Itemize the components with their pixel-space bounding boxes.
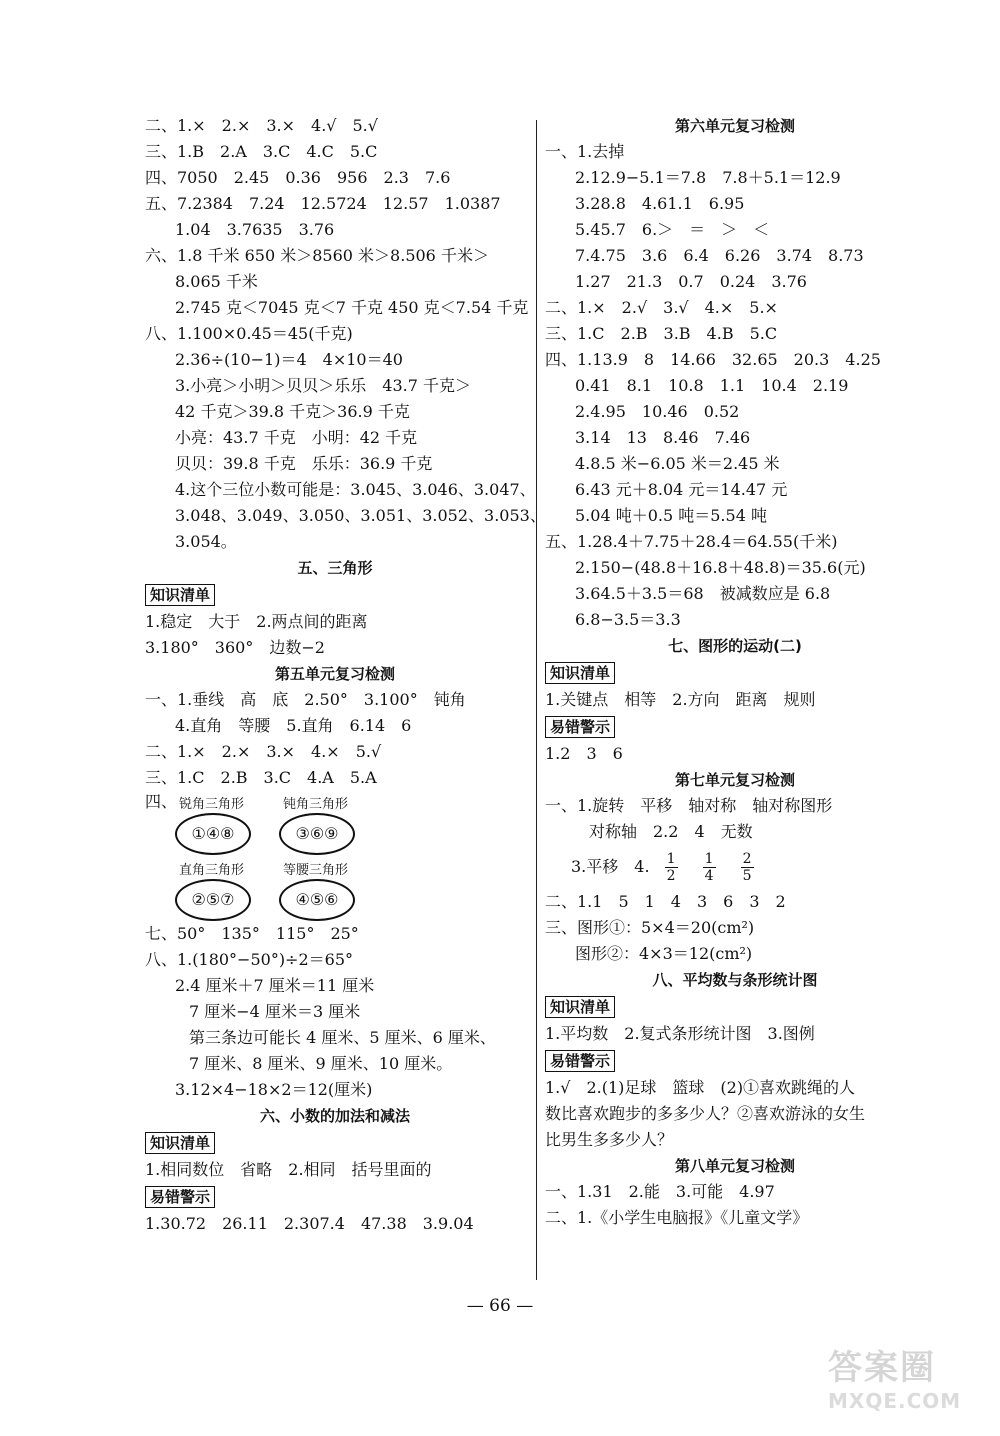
- right-column: [545, 113, 925, 1231]
- answer-line: 7 厘米−4 厘米＝3 厘米: [189, 1002, 361, 1021]
- answer-oval: ③⑥⑨: [279, 813, 355, 855]
- column-divider: [536, 120, 537, 1280]
- answer-line: 4.这个三位小数可能是：3.045、3.046、3.047、: [175, 480, 536, 499]
- answer-line: 比男生多多少人？: [545, 1130, 674, 1149]
- answer-line: 一、1.31 2.能 3.可能 4.97: [545, 1182, 775, 1201]
- answer-text: 3.平移 4.: [571, 857, 650, 876]
- answer-line: 3.64.5＋3.5＝68 被减数应是 6.8: [575, 584, 831, 603]
- answer-line: 3.12×4−18×2＝12(厘米): [175, 1080, 373, 1099]
- numerator: 1: [704, 851, 714, 867]
- knowledge-list-label: 知识清单: [545, 662, 615, 684]
- answer-line: 八、1.100×0.45＝45(千克): [145, 324, 353, 343]
- answer-line: 0.41 8.1 10.8 1.1 10.4 2.19: [575, 376, 849, 395]
- answer-line: 五、7.2384 7.24 12.5724 12.57 1.0387: [145, 194, 501, 213]
- oval-label: 等腰三角形: [283, 863, 349, 878]
- answer-line: 5.45.7 6.＞ ＝ ＞ ＜: [575, 220, 770, 239]
- question-number: 四、: [145, 792, 178, 811]
- denominator: 2: [666, 868, 676, 884]
- fraction-line: [545, 845, 925, 889]
- answer-line: 六、1.8 千米 650 米＞8560 米＞8.506 千米＞: [145, 246, 489, 265]
- answer-line: 2.745 克＜7045 克＜7 千克 450 克＜7.54 千克: [175, 298, 529, 317]
- knowledge-list-label: 知识清单: [145, 584, 215, 606]
- oval-label: 锐角三角形: [179, 797, 245, 812]
- answer-line: 五、1.28.4＋7.75＋28.4＝64.55(千米): [545, 532, 838, 551]
- knowledge-list-label: 知识清单: [145, 1132, 215, 1154]
- triangle-classification: [145, 791, 525, 921]
- answer-line: 三、1.B 2.A 3.C 4.C 5.C: [145, 142, 378, 161]
- section-title: 五、三角形: [297, 559, 373, 577]
- review-title: 第五单元复习检测: [274, 665, 395, 683]
- answer-oval: ②⑤⑦: [175, 879, 251, 921]
- answer-line: 三、1.C 2.B 3.C 4.A 5.A: [145, 768, 377, 787]
- answer-line: 二、1.1 5 1 4 3 6 3 2: [545, 892, 786, 911]
- answer-line: 一、1.垂线 高 底 2.50° 3.100° 钝角: [145, 690, 466, 709]
- answer-line: 数比喜欢跑步的多多少人？②喜欢游泳的女生: [545, 1104, 866, 1123]
- review-title: 第六单元复习检测: [674, 117, 795, 135]
- answer-line: 1.27 21.3 0.7 0.24 3.76: [575, 272, 807, 291]
- answer-line: 对称轴 2.2 4 无数: [589, 822, 753, 841]
- answer-line: 3.054。: [175, 532, 237, 551]
- answer-line: 七、50° 135° 115° 25°: [145, 924, 359, 943]
- answer-line: 2.12.9−5.1＝7.8 7.8＋5.1＝12.9: [575, 168, 841, 187]
- numerator: 2: [742, 851, 752, 867]
- answer-line: 42 千克＞39.8 千克＞36.9 千克: [175, 402, 410, 421]
- knowledge-list-label: 知识清单: [545, 996, 615, 1018]
- answer-line: 3.28.8 4.61.1 6.95: [575, 194, 745, 213]
- answer-line: 一、1.旋转 平移 轴对称 轴对称图形: [545, 796, 833, 815]
- section-title: 八、平均数与条形统计图: [652, 971, 818, 989]
- answer-line: 二、1.× 2.× 3.× 4.√ 5.√: [145, 116, 378, 135]
- watermark-logo: [828, 1340, 978, 1420]
- answer-line: 7.4.75 3.6 6.4 6.26 3.74 8.73: [575, 246, 864, 265]
- answer-line: 一、1.去掉: [545, 142, 625, 161]
- answer-line: 小亮：43.7 千克 小明：42 千克: [175, 428, 418, 447]
- answer-line: 三、图形①：5×4＝20(cm²): [545, 918, 755, 937]
- review-title: 第八单元复习检测: [674, 1157, 795, 1175]
- answer-line: 6.43 元＋8.04 元＝14.47 元: [575, 480, 788, 499]
- page-number: — 66 —: [466, 1296, 534, 1316]
- answer-line: 图形②：4×3＝12(cm²): [575, 944, 753, 963]
- answer-line: 四、1.13.9 8 14.66 32.65 20.3 4.25: [545, 350, 881, 369]
- numerator: 1: [666, 851, 676, 867]
- section-title: 七、图形的运动(二): [668, 637, 802, 655]
- fraction: [665, 851, 678, 884]
- answer-line: 2.36÷(10−1)＝4 4×10＝40: [175, 350, 403, 369]
- denominator: 5: [742, 868, 752, 884]
- answer-line: 2.150−(48.8＋16.8＋48.8)＝35.6(元): [575, 558, 866, 577]
- answer-line: 三、1.C 2.B 3.B 4.B 5.C: [545, 324, 778, 343]
- fraction: [741, 851, 754, 884]
- oval-label: 直角三角形: [179, 863, 245, 878]
- mistake-warning-label: 易错警示: [545, 716, 615, 738]
- answer-line: 4.直角 等腰 5.直角 6.14 6: [175, 716, 412, 735]
- answer-line: 3.14 13 8.46 7.46: [575, 428, 751, 447]
- section-title: 六、小数的加法和减法: [259, 1107, 410, 1125]
- answer-line: 四、7050 2.45 0.36 956 2.3 7.6: [145, 168, 451, 187]
- watermark-url: MXQE.COM: [828, 1389, 962, 1413]
- answer-line: 八、1.(180°−50°)÷2＝65°: [145, 950, 354, 969]
- answer-line: 1.√ 2.(1)足球 篮球 (2)①喜欢跳绳的人: [545, 1078, 856, 1097]
- answer-line: 二、1.《小学生电脑报》《儿童文学》: [545, 1208, 809, 1227]
- answer-line: 2.4 厘米＋7 厘米＝11 厘米: [175, 976, 375, 995]
- answer-line: 1.平均数 2.复式条形统计图 3.图例: [545, 1024, 815, 1043]
- answer-line: 第三条边可能长 4 厘米、5 厘米、6 厘米、: [189, 1028, 496, 1047]
- denominator: 4: [704, 868, 714, 884]
- answer-line: 二、1.× 2.× 3.× 4.× 5.√: [145, 742, 382, 761]
- answer-line: 4.8.5 米−6.05 米＝2.45 米: [575, 454, 780, 473]
- answer-line: 1.2 3 6: [545, 744, 623, 763]
- oval-label: 钝角三角形: [283, 797, 349, 812]
- watermark-text: 答案圈: [828, 1348, 936, 1388]
- answer-line: 1.关键点 相等 2.方向 距离 规则: [545, 690, 816, 709]
- answer-line: 5.04 吨＋0.5 吨＝5.54 吨: [575, 506, 767, 525]
- answer-line: 3.小亮＞小明＞贝贝＞乐乐 43.7 千克＞: [175, 376, 471, 395]
- answer-line: 8.065 千米: [175, 272, 258, 291]
- answer-line: 1.稳定 大于 2.两点间的距离: [145, 612, 368, 631]
- answer-line: 3.180° 360° 边数−2: [145, 638, 325, 657]
- left-column: [145, 113, 546, 1237]
- answer-line: 二、1.× 2.√ 3.√ 4.× 5.×: [545, 298, 778, 317]
- answer-line: 2.4.95 10.46 0.52: [575, 402, 740, 421]
- answer-line: 1.相同数位 省略 2.相同 括号里面的: [145, 1160, 432, 1179]
- answer-oval: ④⑤⑥: [279, 879, 355, 921]
- fraction: [703, 851, 716, 884]
- answer-line: 7 厘米、8 厘米、9 厘米、10 厘米。: [189, 1054, 453, 1073]
- answer-line: 1.04 3.7635 3.76: [175, 220, 335, 239]
- answer-line: 3.048、3.049、3.050、3.051、3.052、3.053、: [175, 506, 546, 525]
- review-title: 第七单元复习检测: [674, 771, 795, 789]
- answer-line: 6.8−3.5＝3.3: [575, 610, 681, 629]
- answer-oval: ①④⑧: [175, 813, 251, 855]
- mistake-warning-label: 易错警示: [545, 1050, 615, 1072]
- answer-line: 1.30.72 26.11 2.307.4 47.38 3.9.04: [145, 1214, 474, 1233]
- mistake-warning-label: 易错警示: [145, 1186, 215, 1208]
- answer-line: 贝贝：39.8 千克 乐乐：36.9 千克: [175, 454, 433, 473]
